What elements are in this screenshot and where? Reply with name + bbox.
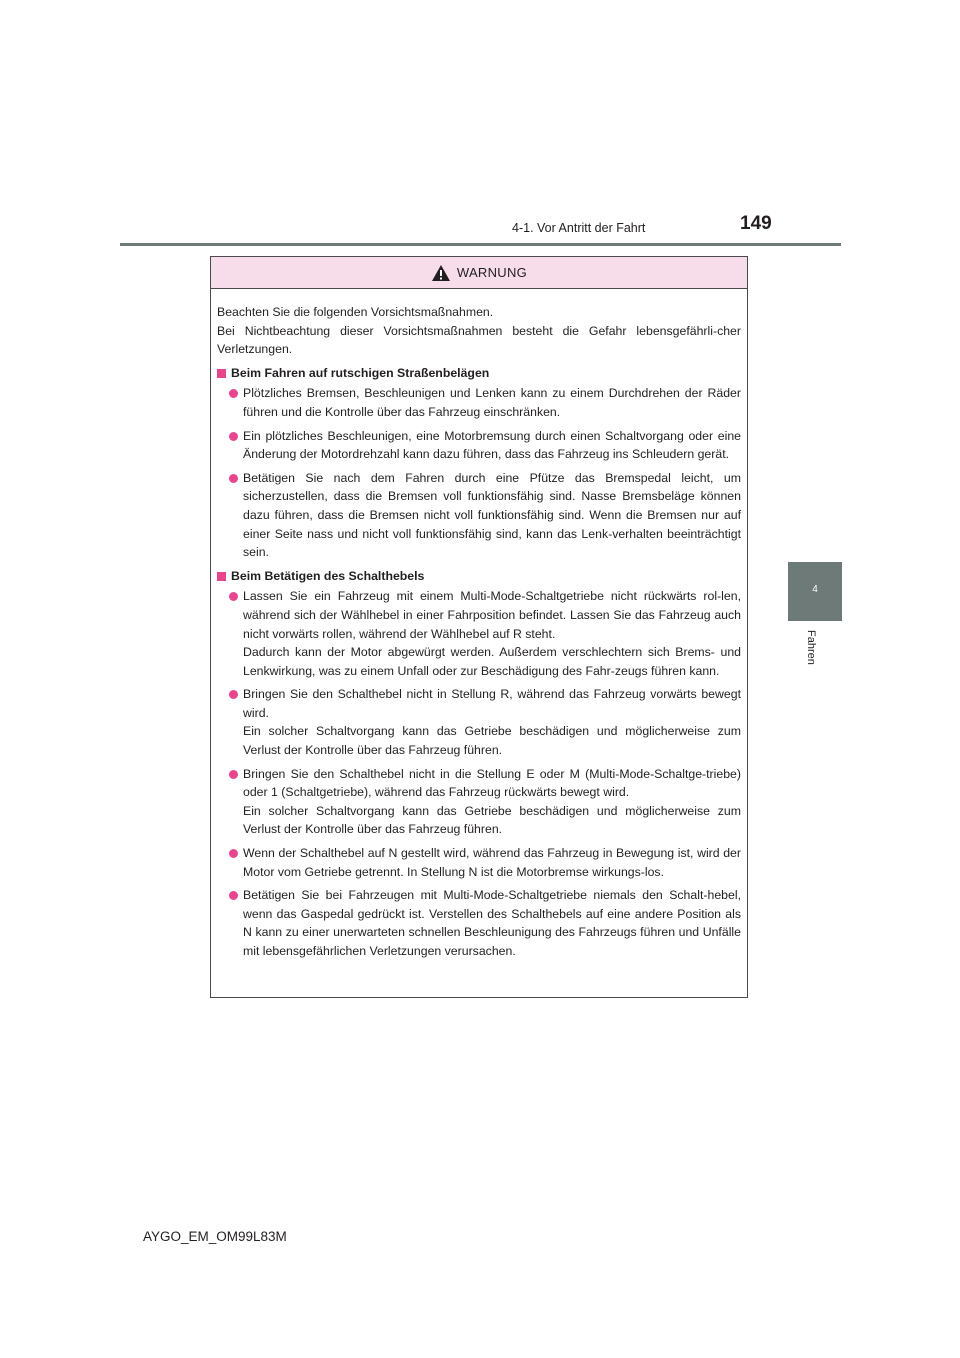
header-section-title: 4-1. Vor Antritt der Fahrt — [512, 221, 646, 235]
warning-intro-line: Bei Nichtbeachtung dieser Vorsichtsmaßnahmen besteht die Gefahr lebensgefährli-cher Verletzungen. — [217, 323, 741, 357]
warning-triangle-icon — [431, 264, 451, 282]
warning-body — [211, 289, 747, 961]
list-item-text: Bringen Sie den Schalthebel nicht in Stellung R, während das Fahrzeug vorwärts bewegt wird. Ein solcher Schaltvorgang kann das Getriebe beschädigen und möglicherweise zum Verlust der Kontrolle über das Fahrzeug führen. — [243, 687, 741, 758]
section-heading — [217, 567, 741, 586]
list-item-text: Plötzliches Bremsen, Beschleunigen und Lenken kann zu einem Durchdrehen der Räder führen und die Kontrolle über das Fahrzeug einschränken. — [243, 386, 741, 419]
list-item-text: Betätigen Sie nach dem Fahren durch eine Pfütze das Bremspedal leicht, um sicherzustellen, dass die Bremsen voll funktionsfähig sind. Nasse Bremsbeläge können dazu führen, dass die Bremsen nicht voll funktionsfähig sind. Wenn die Bremsen nur auf einer Seite nass und nicht voll funktionsfähig sind, kann das Lenk-verhalten beeinträchtigt sein. — [243, 470, 741, 560]
warning-box — [210, 256, 748, 998]
list-item — [229, 886, 741, 960]
square-bullet-icon — [217, 369, 226, 378]
section-heading-text: Beim Betätigen des Schalthebels — [231, 568, 425, 583]
round-bullet-icon — [229, 474, 238, 483]
chapter-side-label: Fahren — [805, 630, 817, 665]
round-bullet-icon — [229, 432, 238, 441]
chapter-side-tab — [788, 562, 842, 621]
list-item-text: Betätigen Sie bei Fahrzeugen mit Multi-Mode-Schaltgetriebe niemals den Schalt-hebel, wenn das Gaspedal gedrückt ist. Verstellen des Schalthebels auf eine andere Position als N kann zu einer unerwarteten schnellen Beschleunigung des Fahrzeugs führen und Unfälle mit lebensgefährlichen Verletzungen verursachen. — [243, 888, 741, 958]
round-bullet-icon — [229, 849, 238, 858]
header-rule — [120, 243, 841, 246]
section-heading — [217, 364, 741, 383]
round-bullet-icon — [229, 690, 238, 699]
list-item — [229, 587, 741, 680]
warning-intro-line: Beachten Sie die folgenden Vorsichtsmaßnahmen. — [217, 305, 494, 319]
round-bullet-icon — [229, 592, 238, 601]
round-bullet-icon — [229, 770, 238, 779]
list-item — [229, 427, 741, 464]
warning-intro — [217, 303, 741, 359]
warning-header — [211, 257, 747, 289]
square-bullet-icon — [217, 572, 226, 581]
list-item — [229, 844, 741, 881]
list-item — [229, 765, 741, 839]
footer-document-code: AYGO_EM_OM99L83M — [143, 1229, 287, 1244]
warning-title: WARNUNG — [456, 265, 528, 280]
page-number: 149 — [740, 213, 772, 234]
list-item — [229, 384, 741, 421]
round-bullet-icon — [229, 389, 238, 398]
list-item-text: Wenn der Schalthebel auf N gestellt wird, während das Fahrzeug in Bewegung ist, wird der Motor vom Getriebe getrennt. In Stellung N ist die Motorbremse wirkungs-los. — [243, 846, 741, 879]
list-item — [229, 685, 741, 759]
section-heading-text: Beim Fahren auf rutschigen Straßenbelägen — [231, 365, 490, 380]
list-item-text: Bringen Sie den Schalthebel nicht in die Stellung E oder M (Multi-Mode-Schaltge-triebe) oder 1 (Schaltgetriebe), während das Fahrzeug rückwärts bewegt wird. Ein solcher Schaltvorgang kann das Getriebe beschädigen und möglicherweise zum Verlust der Kontrolle über das Fahrzeug führen. — [243, 766, 741, 837]
chapter-number: 4 — [812, 584, 818, 595]
list-item — [229, 469, 741, 562]
warning-sections — [217, 364, 741, 961]
list-item-text: Ein plötzliches Beschleunigen, eine Motorbremsung durch einen Schaltvorgang oder eine Änderung der Motordrehzahl kann dazu führen, dass das Fahrzeug ins Schleudern gerät. — [243, 428, 741, 462]
round-bullet-icon — [229, 891, 238, 900]
list-item-text: Lassen Sie ein Fahrzeug mit einem Multi-Mode-Schaltgetriebe nicht rückwärts rol-len, während sich der Wählhebel in einer Fahrposition befindet. Lassen Sie das Fahrzeug auch nicht vorwärts rollen, während der Wählhebel auf R steht. Dadurch kann der Motor abgewürgt werden. Außerdem verschlechtern sich Brems- und Lenkwirkung, was zu einem Unfall oder zur Beschädigung des Fahr-zeugs führen kann. — [243, 589, 741, 678]
